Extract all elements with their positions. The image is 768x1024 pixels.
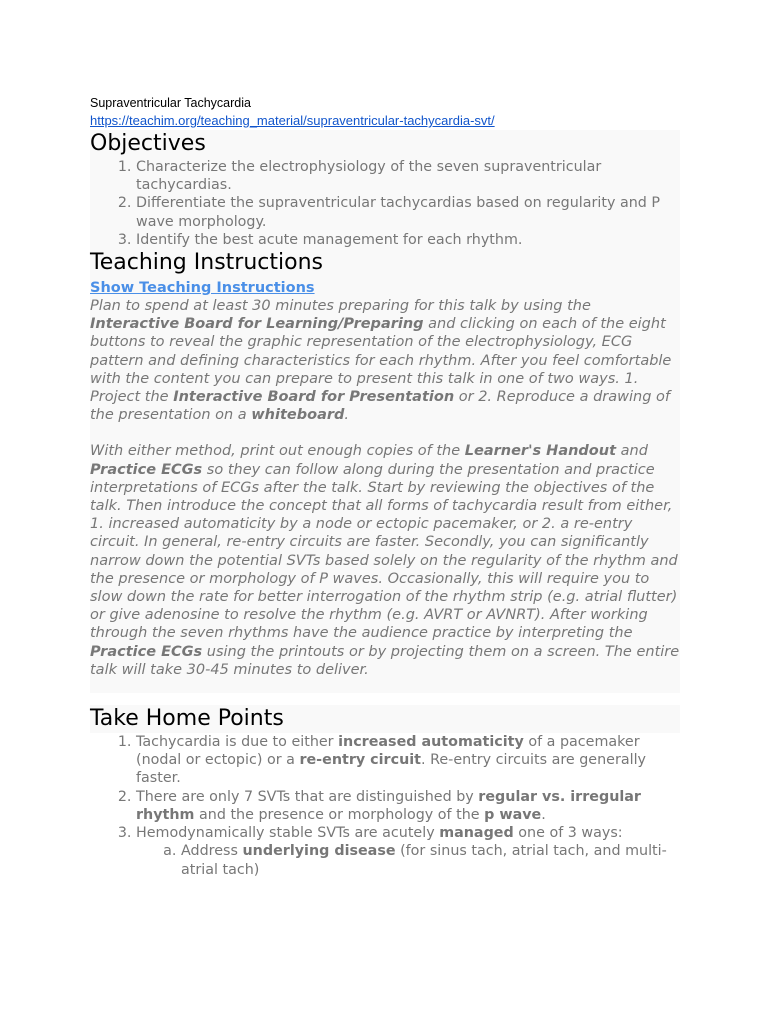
take-home-item: 3. Hemodynamically stable SVTs are acutely managed one of 3 ways: a. Address underlying disease (for sinus tach, atrial tach, and multi-atrial tach) bbox=[136, 824, 680, 879]
source-url-link[interactable]: https://teachim.org/teaching_material/supraventricular-tachycardia-svt/ bbox=[90, 113, 495, 128]
show-teaching-instructions-link[interactable]: Show Teaching Instructions bbox=[90, 280, 315, 297]
take-home-list bbox=[90, 733, 680, 879]
instructions-paragraph-1: Plan to spend at least 30 minutes preparing for this talk by using the Interactive Board for Learning/Preparing and clicking on each of the eight buttons to reveal the graphic representation of the electrophysiology, ECG pattern and defining characteristics for each rhythm. After you feel comfortable with the content you can prepare to present this talk in one of two ways. 1. Project the Interactive Board for Presentation or 2. Reproduce a drawing of the presentation on a whiteboard. bbox=[90, 298, 672, 424]
objectives-heading: Objectives bbox=[90, 131, 206, 156]
take-home-item: 1. Tachycardia is due to either increased automaticity of a pacemaker (nodal or ectopic) or a re-entry circuit. Re-entry circuits are generally faster. bbox=[136, 733, 680, 788]
objective-item: 1. Characterize the electrophysiology of the seven supraventricular tachycardias. bbox=[136, 158, 680, 194]
objectives-section bbox=[90, 130, 680, 249]
teaching-heading: Teaching Instructions bbox=[90, 250, 323, 276]
instructions-paragraph-2: With either method, print out enough copies of the Learner's Handout and Practice ECGs so they can follow along during the presentation and practice interpretations of ECGs after the talk. Start by reviewing the objectives of the talk. Then introduce the concept that all forms of tachycardia result from either, 1. increased automaticity by a node or ectopic pacemaker, or 2. a re-entry circuit. In general, re-entry circuits are faster. Secondly, you can significantly narrow down the potential SVTs based solely on the regularity of the rhythm and the presence or morphology of P waves. Occasionally, this will require you to slow down the rate for better interrogation of the rhythm strip (e.g. atrial flutter) or give adenosine to resolve the rhythm (e.g. AVRT or AVNRT). After working through the seven rhythms have the audience practice by interpreting the Practice ECGs using the printouts or by projecting them on a screen. The entire talk will take 30-45 minutes to deliver. bbox=[90, 443, 680, 678]
management-sublist bbox=[136, 842, 680, 878]
doc-title: Supraventricular Tachycardia bbox=[90, 96, 251, 110]
teaching-section bbox=[90, 249, 680, 693]
document-page bbox=[90, 94, 680, 879]
take-home-item: 2. There are only 7 SVTs that are distinguished by regular vs. irregular rhythm and the presence or morphology of the p wave. bbox=[136, 788, 680, 824]
objective-item: 3. Identify the best acute management for each rhythm. bbox=[136, 231, 680, 249]
objectives-list bbox=[90, 158, 680, 249]
take-home-section bbox=[90, 705, 680, 733]
objective-item: 2. Differentiate the supraventricular tachycardias based on regularity and P wave morphology. bbox=[136, 194, 680, 230]
take-home-heading: Take Home Points bbox=[90, 706, 284, 732]
paragraph-gap bbox=[90, 424, 680, 442]
management-subitem: a. Address underlying disease (for sinus tach, atrial tach, and multi-atrial tach) bbox=[181, 842, 680, 878]
